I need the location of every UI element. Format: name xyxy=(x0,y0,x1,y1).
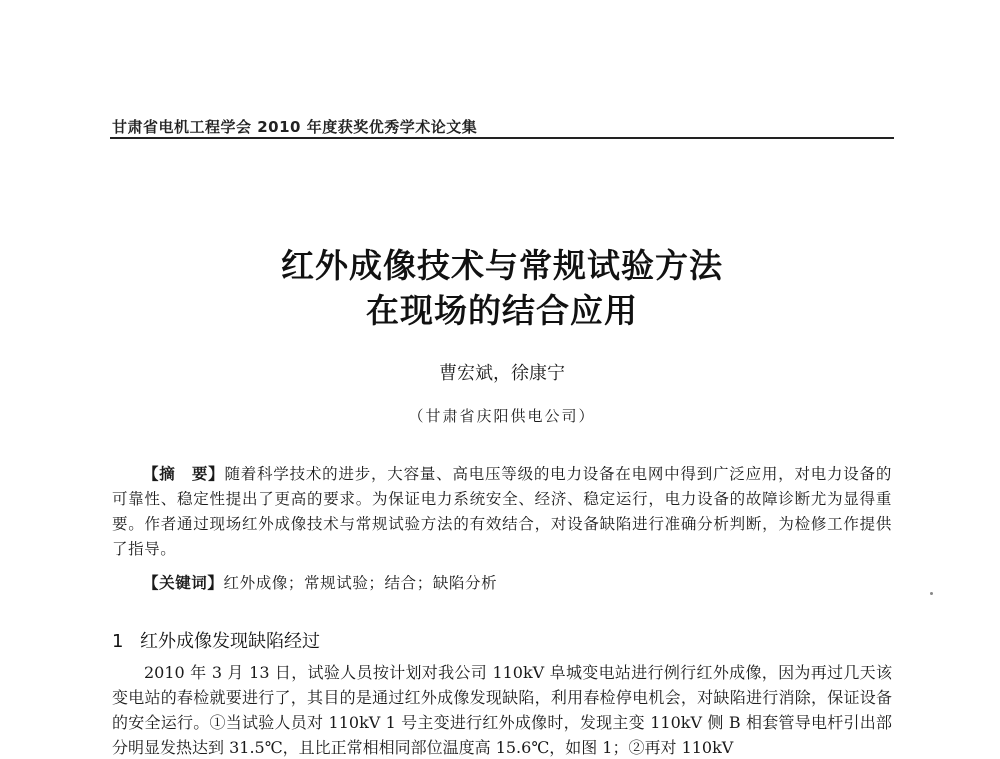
paper-title-line-1: 红外成像技术与常规试验方法 xyxy=(281,246,723,285)
section-title: 红外成像发现缺陷经过 xyxy=(140,631,320,652)
section-number: 1 xyxy=(112,631,124,652)
section-heading xyxy=(112,627,320,653)
abstract-label: 【摘 要】 xyxy=(143,464,225,483)
header-rule xyxy=(110,137,894,139)
running-header: 甘肃省电机工程学会 2010 年度获奖优秀学术论文集 xyxy=(112,118,478,136)
scan-speck xyxy=(930,592,933,595)
keywords-text: 红外成像；常规试验；结合；缺陷分析 xyxy=(223,574,498,592)
keywords xyxy=(143,571,893,593)
abstract xyxy=(112,461,892,562)
body-paragraph: 2010 年 3 月 13 日，试验人员按计划对我公司 110kV 阜城变电站进行例行红外成像，因为再过几天该变电站的春检就要进行了，其目的是通过红外成像发现缺陷，利用春检停电机会，对缺陷进行消除，保证设备的安全运行。①当试验人员对 110kV 1 号主变进行红外成像时，发现主变 110kV 侧 B 相套管导电杆引出部分明显发热达到 31.5℃，且比正常相相同部位温度高 15.6℃，如图 1；②再对 110kV xyxy=(112,663,892,757)
paper-title-line-2: 在现场的结合应用 xyxy=(366,291,638,330)
authors: 曹宏斌，徐康宁 xyxy=(439,363,565,384)
abstract-text: 随着科学技术的进步，大容量、高电压等级的电力设备在电网中得到广泛应用，对电力设备的可靠性、稳定性提出了更高的要求。为保证电力系统安全、经济、稳定运行，电力设备的故障诊断尤为显得重要。作者通过现场红外成像技术与常规试验方法的有效结合，对设备缺陷进行准确分析判断，为检修工作提供了指导。 xyxy=(112,465,892,558)
keywords-label: 【关键词】 xyxy=(143,573,224,592)
affiliation: （甘肃省庆阳供电公司） xyxy=(408,407,596,425)
